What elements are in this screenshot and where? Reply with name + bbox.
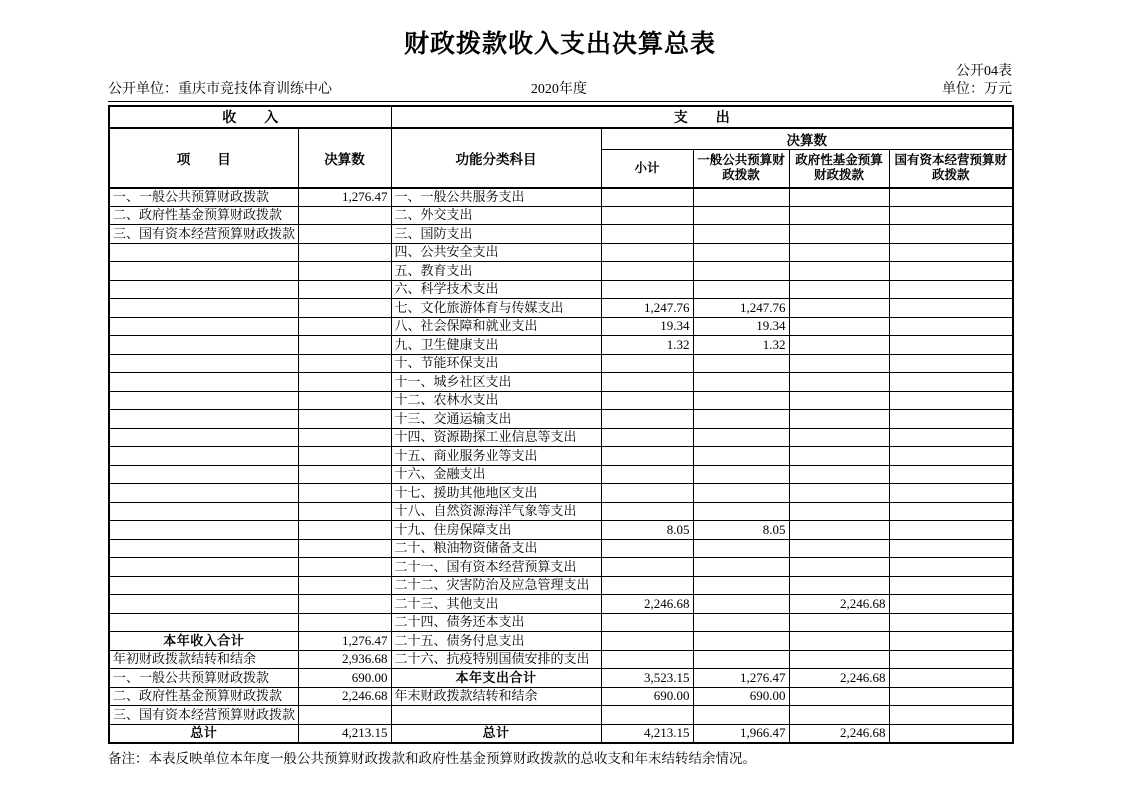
state-capital-cell (889, 669, 1013, 688)
state-capital-cell (889, 724, 1013, 743)
expense-item-cell: 六、科学技术支出 (391, 280, 601, 299)
state-capital-cell (889, 206, 1013, 225)
state-capital-cell (889, 706, 1013, 725)
state-capital-cell (889, 299, 1013, 318)
expense-item-cell: 七、文化旅游体育与传媒支出 (391, 299, 601, 318)
subtotal-cell (601, 188, 693, 207)
subtotal-cell: 2,246.68 (601, 595, 693, 614)
subtotal-cell (601, 447, 693, 466)
general-budget-cell (693, 280, 789, 299)
income-amount-cell (298, 502, 391, 521)
state-capital-cell (889, 576, 1013, 595)
income-item-cell (109, 502, 298, 521)
income-item-cell: 三、国有资本经营预算财政拨款 (109, 225, 298, 244)
income-amount-cell (298, 354, 391, 373)
income-amount-cell: 1,276.47 (298, 188, 391, 207)
expense-item-cell: 年末财政拨款结转和结余 (391, 687, 601, 706)
column-header-income-amount: 决算数 (298, 128, 391, 188)
gov-fund-cell (789, 299, 889, 318)
income-item-cell (109, 410, 298, 429)
gov-fund-cell (789, 317, 889, 336)
gov-fund-cell (789, 613, 889, 632)
expense-item-cell: 十八、自然资源海洋气象等支出 (391, 502, 601, 521)
gov-fund-cell (789, 225, 889, 244)
state-capital-cell (889, 539, 1013, 558)
income-item-cell: 二、政府性基金预算财政拨款 (109, 206, 298, 225)
state-capital-cell (889, 521, 1013, 540)
general-budget-cell (693, 188, 789, 207)
general-budget-cell (693, 465, 789, 484)
state-capital-cell (889, 317, 1013, 336)
state-capital-cell (889, 188, 1013, 207)
income-item-cell (109, 299, 298, 318)
gov-fund-cell (789, 336, 889, 355)
state-capital-cell (889, 465, 1013, 484)
general-budget-cell (693, 595, 789, 614)
table-row (109, 632, 1013, 651)
table-row (109, 650, 1013, 669)
state-capital-cell (889, 391, 1013, 410)
column-header-item: 项 目 (109, 128, 298, 188)
income-amount-cell (298, 706, 391, 725)
income-amount-cell (298, 428, 391, 447)
subtotal-cell (601, 243, 693, 262)
state-capital-cell (889, 410, 1013, 429)
income-item-cell: 三、国有资本经营预算财政拨款 (109, 706, 298, 725)
expense-item-cell: 十一、城乡社区支出 (391, 373, 601, 392)
general-budget-cell: 19.34 (693, 317, 789, 336)
subtotal-cell: 4,213.15 (601, 724, 693, 743)
subtotal-cell (601, 206, 693, 225)
general-budget-cell: 8.05 (693, 521, 789, 540)
income-amount-cell (298, 410, 391, 429)
table-row (109, 669, 1013, 688)
income-amount-cell (298, 558, 391, 577)
income-amount-cell: 690.00 (298, 669, 391, 688)
column-header-subtotal: 小计 (601, 150, 693, 188)
general-budget-cell (693, 576, 789, 595)
expense-item-cell: 十四、资源勘探工业信息等支出 (391, 428, 601, 447)
general-budget-cell (693, 206, 789, 225)
income-item-cell (109, 484, 298, 503)
state-capital-cell (889, 632, 1013, 651)
table-code: 公开04表 (956, 64, 1012, 79)
table-row (109, 280, 1013, 299)
income-item-cell (109, 539, 298, 558)
publisher-label: 公开单位：重庆市竞技体育训练中心 (108, 82, 332, 97)
income-section-header: 收 入 (109, 106, 391, 128)
income-amount-cell (298, 262, 391, 281)
general-budget-cell: 690.00 (693, 687, 789, 706)
document-content (108, 0, 1012, 767)
general-budget-cell (693, 613, 789, 632)
unit-label: 单位：万元 (942, 82, 1012, 97)
income-item-cell (109, 317, 298, 336)
general-budget-cell (693, 706, 789, 725)
state-capital-cell (889, 336, 1013, 355)
income-item-cell: 一、一般公共预算财政拨款 (109, 188, 298, 207)
subtotal-cell: 8.05 (601, 521, 693, 540)
subtotal-cell: 1.32 (601, 336, 693, 355)
expense-item-cell: 四、公共安全支出 (391, 243, 601, 262)
general-budget-cell: 1,276.47 (693, 669, 789, 688)
income-item-cell: 年初财政拨款结转和结余 (109, 650, 298, 669)
income-amount-cell (298, 521, 391, 540)
state-capital-cell (889, 595, 1013, 614)
table-row (109, 410, 1013, 429)
table-row (109, 539, 1013, 558)
subtotal-cell (601, 465, 693, 484)
table-row (109, 558, 1013, 577)
expense-section-header: 支 出 (391, 106, 1013, 128)
gov-fund-cell (789, 206, 889, 225)
state-capital-cell (889, 373, 1013, 392)
general-budget-cell (693, 632, 789, 651)
table-row (109, 206, 1013, 225)
state-capital-cell (889, 650, 1013, 669)
general-budget-cell (693, 225, 789, 244)
expense-item-cell: 十七、援助其他地区支出 (391, 484, 601, 503)
subtotal-cell (601, 410, 693, 429)
income-item-cell: 本年收入合计 (109, 632, 298, 651)
table-row (109, 447, 1013, 466)
gov-fund-cell (789, 428, 889, 447)
table-row (109, 391, 1013, 410)
subtotal-cell (601, 428, 693, 447)
gov-fund-cell (789, 632, 889, 651)
subtotal-cell: 19.34 (601, 317, 693, 336)
income-amount-cell: 2,936.68 (298, 650, 391, 669)
table-row (109, 299, 1013, 318)
expense-item-cell: 一、一般公共服务支出 (391, 188, 601, 207)
income-amount-cell (298, 243, 391, 262)
general-budget-cell (693, 502, 789, 521)
gov-fund-cell (789, 650, 889, 669)
meta-row (108, 82, 1012, 102)
expense-item-cell: 二十三、其他支出 (391, 595, 601, 614)
subtotal-cell (601, 391, 693, 410)
table-row (109, 243, 1013, 262)
column-header-state-capital: 国有资本经营预算财政拨款 (889, 150, 1013, 188)
subtotal-cell (601, 632, 693, 651)
expense-item-cell: 二十一、国有资本经营预算支出 (391, 558, 601, 577)
state-capital-cell (889, 484, 1013, 503)
state-capital-cell (889, 225, 1013, 244)
income-amount-cell (298, 595, 391, 614)
general-budget-cell (693, 428, 789, 447)
gov-fund-cell (789, 391, 889, 410)
subtotal-cell (601, 225, 693, 244)
income-amount-cell: 2,246.68 (298, 687, 391, 706)
footnote: 备注：本表反映单位本年度一般公共预算财政拨款和政府性基金预算财政拨款的总收支和年末结转结余情况。 (108, 750, 756, 766)
income-item-cell (109, 243, 298, 262)
state-capital-cell (889, 354, 1013, 373)
gov-fund-cell (789, 354, 889, 373)
column-header-gov-fund: 政府性基金预算财政拨款 (789, 150, 889, 188)
gov-fund-cell: 2,246.68 (789, 595, 889, 614)
expense-item-cell: 五、教育支出 (391, 262, 601, 281)
general-budget-cell (693, 484, 789, 503)
income-item-cell (109, 262, 298, 281)
state-capital-cell (889, 502, 1013, 521)
gov-fund-cell (789, 280, 889, 299)
income-item-cell (109, 336, 298, 355)
subtotal-cell (601, 484, 693, 503)
fiscal-year-label: 2020年度 (530, 82, 587, 97)
subtotal-cell (601, 613, 693, 632)
subtotal-cell (601, 280, 693, 299)
general-budget-cell: 1,247.76 (693, 299, 789, 318)
state-capital-cell (889, 262, 1013, 281)
general-budget-cell: 1,966.47 (693, 724, 789, 743)
expense-item-cell: 二十二、灾害防治及应急管理支出 (391, 576, 601, 595)
table-row (109, 502, 1013, 521)
income-amount-cell (298, 613, 391, 632)
income-item-cell (109, 613, 298, 632)
table-row (109, 706, 1013, 725)
subtotal-cell (601, 502, 693, 521)
income-amount-cell (298, 484, 391, 503)
expense-item-cell: 八、社会保障和就业支出 (391, 317, 601, 336)
gov-fund-cell (789, 465, 889, 484)
table-row (109, 262, 1013, 281)
table-row (109, 724, 1013, 743)
income-item-cell (109, 280, 298, 299)
budget-table (108, 105, 1014, 744)
gov-fund-cell (789, 373, 889, 392)
expense-item-cell: 十六、金融支出 (391, 465, 601, 484)
income-amount-cell (298, 447, 391, 466)
gov-fund-cell (789, 243, 889, 262)
subtotal-cell (601, 558, 693, 577)
income-amount-cell (298, 336, 391, 355)
general-budget-cell (693, 243, 789, 262)
gov-fund-cell (789, 262, 889, 281)
income-amount-cell (298, 317, 391, 336)
general-budget-cell (693, 391, 789, 410)
gov-fund-cell (789, 502, 889, 521)
table-row (109, 317, 1013, 336)
table-row (109, 354, 1013, 373)
income-amount-cell: 1,276.47 (298, 632, 391, 651)
expense-item-cell: 本年支出合计 (391, 669, 601, 688)
table-row (109, 336, 1013, 355)
state-capital-cell (889, 687, 1013, 706)
income-amount-cell (298, 225, 391, 244)
expense-item-cell: 十二、农林水支出 (391, 391, 601, 410)
income-item-cell (109, 391, 298, 410)
table-row (109, 225, 1013, 244)
subtotal-cell (601, 373, 693, 392)
expense-item-cell: 二、外交支出 (391, 206, 601, 225)
income-item-cell (109, 521, 298, 540)
general-budget-cell: 1.32 (693, 336, 789, 355)
general-budget-cell (693, 539, 789, 558)
state-capital-cell (889, 613, 1013, 632)
income-item-cell: 二、政府性基金预算财政拨款 (109, 687, 298, 706)
state-capital-cell (889, 428, 1013, 447)
income-item-cell (109, 558, 298, 577)
gov-fund-cell (789, 484, 889, 503)
income-amount-cell (298, 280, 391, 299)
income-item-cell (109, 354, 298, 373)
state-capital-cell (889, 243, 1013, 262)
expense-item-cell: 二十四、债务还本支出 (391, 613, 601, 632)
table-row (109, 613, 1013, 632)
state-capital-cell (889, 558, 1013, 577)
income-amount-cell (298, 391, 391, 410)
subtotal-cell (601, 576, 693, 595)
gov-fund-cell (789, 410, 889, 429)
income-amount-cell: 4,213.15 (298, 724, 391, 743)
expense-item-cell: 二十、粮油物资储备支出 (391, 539, 601, 558)
gov-fund-cell (789, 558, 889, 577)
gov-fund-cell (789, 687, 889, 706)
page-title: 财政拨款收入支出决算总表 (403, 31, 716, 58)
gov-fund-cell (789, 188, 889, 207)
column-header-expense-amount: 决算数 (601, 128, 1013, 150)
gov-fund-cell (789, 539, 889, 558)
subtotal-cell (601, 650, 693, 669)
expense-item-cell: 十九、住房保障支出 (391, 521, 601, 540)
table-header (109, 106, 1013, 188)
subtotal-cell: 690.00 (601, 687, 693, 706)
gov-fund-cell (789, 521, 889, 540)
table-row (109, 373, 1013, 392)
gov-fund-cell: 2,246.68 (789, 669, 889, 688)
expense-item-cell: 九、卫生健康支出 (391, 336, 601, 355)
general-budget-cell (693, 650, 789, 669)
expense-item-cell: 总计 (391, 724, 601, 743)
general-budget-cell (693, 373, 789, 392)
income-item-cell (109, 428, 298, 447)
state-capital-cell (889, 447, 1013, 466)
table-row (109, 188, 1013, 207)
subtotal-cell: 3,523.15 (601, 669, 693, 688)
income-amount-cell (298, 576, 391, 595)
income-amount-cell (298, 539, 391, 558)
income-item-cell (109, 595, 298, 614)
income-amount-cell (298, 206, 391, 225)
gov-fund-cell (789, 706, 889, 725)
column-header-general-budget: 一般公共预算财政拨款 (693, 150, 789, 188)
expense-item-cell: 十、节能环保支出 (391, 354, 601, 373)
general-budget-cell (693, 262, 789, 281)
income-item-cell: 一、一般公共预算财政拨款 (109, 669, 298, 688)
income-amount-cell (298, 465, 391, 484)
expense-item-cell: 十三、交通运输支出 (391, 410, 601, 429)
general-budget-cell (693, 410, 789, 429)
state-capital-cell (889, 280, 1013, 299)
income-amount-cell (298, 373, 391, 392)
table-body (109, 188, 1013, 743)
expense-item-cell: 三、国防支出 (391, 225, 601, 244)
income-item-cell (109, 576, 298, 595)
gov-fund-cell: 2,246.68 (789, 724, 889, 743)
subtotal-cell (601, 262, 693, 281)
table-row (109, 428, 1013, 447)
gov-fund-cell (789, 447, 889, 466)
column-header-func-category: 功能分类科目 (391, 128, 601, 188)
income-item-cell (109, 373, 298, 392)
gov-fund-cell (789, 576, 889, 595)
table-row (109, 576, 1013, 595)
general-budget-cell (693, 354, 789, 373)
table-row (109, 484, 1013, 503)
table-row (109, 595, 1013, 614)
subtotal-cell (601, 354, 693, 373)
subtotal-cell (601, 706, 693, 725)
general-budget-cell (693, 558, 789, 577)
table-row (109, 687, 1013, 706)
income-item-cell (109, 465, 298, 484)
table-row (109, 465, 1013, 484)
expense-item-cell: 十五、商业服务业等支出 (391, 447, 601, 466)
income-amount-cell (298, 299, 391, 318)
income-item-cell (109, 447, 298, 466)
expense-item-cell (391, 706, 601, 725)
expense-item-cell: 二十五、债务付息支出 (391, 632, 601, 651)
income-item-cell: 总计 (109, 724, 298, 743)
table-row (109, 521, 1013, 540)
general-budget-cell (693, 447, 789, 466)
subtotal-cell (601, 539, 693, 558)
expense-item-cell: 二十六、抗疫特别国债安排的支出 (391, 650, 601, 669)
subtotal-cell: 1,247.76 (601, 299, 693, 318)
